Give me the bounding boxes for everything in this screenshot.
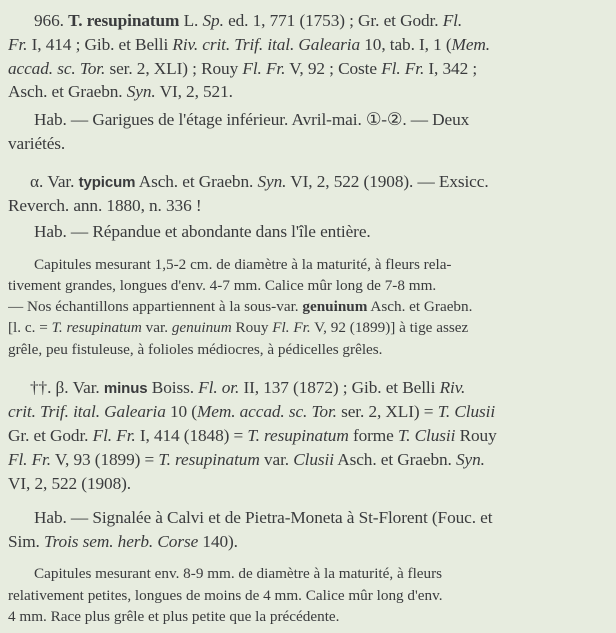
var-alpha-line-1: α. Var. typicum Asch. et Graebn. Syn. VI, 2, 522 (1908). — Exsicc.: [30, 172, 489, 191]
var-alpha-desc-1: Capitules mesurant 1,5-2 cm. de diamètre à la maturité, à fleurs rela-: [34, 256, 452, 273]
entry-966-line-2: Fr. I, 414 ; Gib. et Belli Riv. crit. Trif. ital. Galearia 10, tab. I, 1 (Mem.: [8, 35, 491, 54]
var-beta-line-5: VI, 2, 522 (1908).: [8, 474, 131, 493]
var-alpha-desc-5: grêle, peu fistuleuse, à folioles médiocres, à pédicelles grêles.: [8, 341, 383, 358]
entry-966-habitat-2: variétés.: [8, 134, 66, 153]
var-beta-habitat-2: Sim. Trois sem. herb. Corse 140).: [8, 532, 238, 551]
entry-966-line-1: 966. T. resupinatum L. Sp. ed. 1, 771 (1753) ; Gr. et Godr. Fl.: [34, 11, 463, 30]
variety-name-typicum: typicum: [78, 174, 136, 191]
var-alpha-desc-4: [l. c. = T. resupinatum var. genuinum Rouy Fl. Fr. V, 92 (1899)] à tige assez: [8, 319, 469, 336]
var-beta-line-4: Fl. Fr. V, 93 (1899) = T. resupinatum var. Clusii Asch. et Graebn. Syn.: [8, 450, 485, 469]
var-alpha-habitat: Hab. — Répandue et abondante dans l'île entière.: [34, 222, 371, 241]
var-alpha-desc-3: — Nos échantillons appartiennent à la sous-var. genuinum Asch. et Graebn.: [8, 298, 473, 315]
var-alpha-line-2: Reverch. ann. 1880, n. 336 !: [8, 196, 202, 215]
var-alpha-desc-2: tivement grandes, longues d'env. 4-7 mm. Calice mûr long de 7-8 mm.: [8, 277, 437, 294]
var-beta-desc-2: relativement petites, longues de moins de 4 mm. Calice mûr long d'env.: [8, 587, 443, 604]
entry-966-line-4: Asch. et Graebn. Syn. VI, 2, 521.: [8, 82, 233, 101]
var-beta-desc-1: Capitules mesurant env. 8-9 mm. de diamètre à la maturité, à fleurs: [34, 565, 443, 582]
entry-966-habitat-1: Hab. — Garigues de l'étage inférieur. Avril-mai. ①-②. — Deux: [34, 110, 470, 129]
species-name: T. resupinatum: [68, 11, 180, 30]
var-beta-line-1: ††. β. Var. minus Boiss. Fl. or. II, 137 (1872) ; Gib. et Belli Riv.: [30, 378, 466, 397]
var-beta-line-3: Gr. et Godr. Fl. Fr. I, 414 (1848) = T. resupinatum forme T. Clusii Rouy: [8, 426, 497, 445]
variety-name-minus: minus: [103, 380, 148, 397]
var-beta-line-2: crit. Trif. ital. Galearia 10 (Mem. accad. sc. Tor. ser. 2, XLI) = T. Clusii: [8, 402, 496, 421]
entry-966-line-3: accad. sc. Tor. ser. 2, XLI) ; Rouy Fl. Fr. V, 92 ; Coste Fl. Fr. I, 342 ;: [8, 59, 478, 78]
var-beta-desc-3: 4 mm. Race plus grêle et plus petite que la précédente.: [8, 608, 340, 625]
var-beta-habitat-1: Hab. — Signalée à Calvi et de Pietra-Moneta à St-Florent (Fouc. et: [34, 508, 493, 527]
